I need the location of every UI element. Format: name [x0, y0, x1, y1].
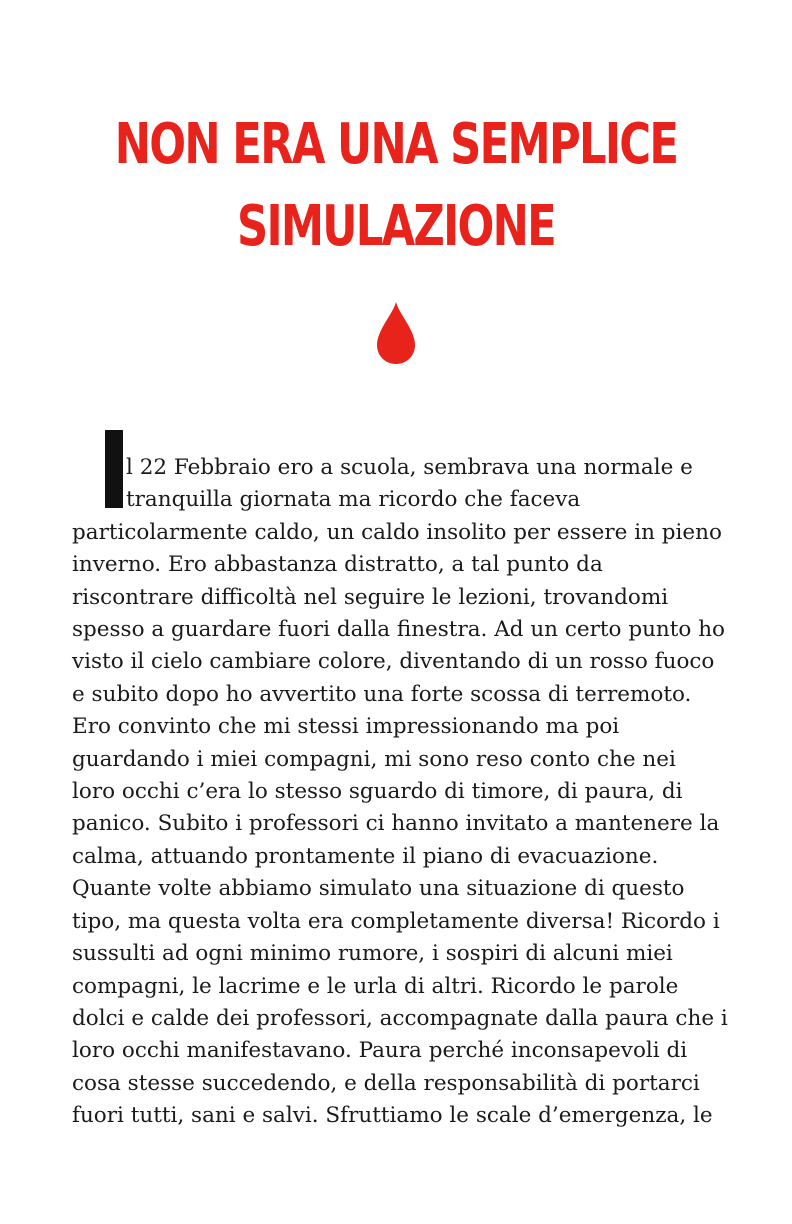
body-line: Ero convinto che mi stessi impressionando ma poi: [72, 714, 620, 740]
body-line: dolci e calde dei professori, accompagnate dalla paura che i: [72, 1005, 728, 1031]
body-line: guardando i miei compagni, mi sono reso conto che nei: [72, 746, 676, 772]
body-line: l 22 Febbraio ero a scuola, sembrava una normale e: [126, 455, 693, 480]
body-line: loro occhi manifestavano. Paura perché inconsapevoli di: [72, 1038, 688, 1064]
article-body: [72, 452, 732, 1133]
body-line: riscontrare difficoltà nel seguire le lezioni, trovandomi: [72, 584, 669, 610]
body-line: particolarmente caldo, un caldo insolito per essere in pieno: [72, 519, 722, 545]
article-title-line-2: SIMULAZIONE: [236, 193, 556, 259]
body-line: tranquilla giornata ma ricordo che faceva: [126, 487, 581, 513]
body-line: compagni, le lacrime e le urla di altri. Ricordo le parole: [72, 973, 679, 999]
body-line: calma, attuando prontamente il piano di evacuazione.: [72, 843, 659, 869]
body-line: inverno. Ero abbastanza distratto, a tal punto da: [72, 552, 603, 578]
article-title-line-1: NON ERA UNA SEMPLICE: [114, 111, 678, 177]
blood-drop-icon: [377, 302, 415, 364]
body-line: sussulti ad ogni minimo rumore, i sospiri di alcuni miei: [72, 941, 673, 967]
body-line: cosa stesse succedendo, e della responsabilità di portarci: [72, 1070, 700, 1096]
body-line: visto il cielo cambiare colore, diventando di un rosso fuoco: [72, 649, 715, 675]
body-line: panico. Subito i professori ci hanno invitato a mantenere la: [72, 811, 720, 837]
body-line: spesso a guardare fuori dalla finestra. Ad un certo punto ho: [72, 617, 725, 643]
body-line: loro occhi c’era lo stesso sguardo di timore, di paura, di: [72, 779, 683, 805]
body-line: e subito dopo ho avvertito una forte scossa di terremoto.: [72, 681, 692, 707]
body-line: tipo, ma questa volta era completamente diversa! Ricordo i: [72, 908, 720, 934]
body-line: fuori tutti, sani e salvi. Sfruttiamo le scale d’emergenza, le: [72, 1103, 713, 1129]
article-title: [55, 104, 736, 268]
body-line: Quante volte abbiamo simulato una situazione di questo: [72, 876, 685, 902]
